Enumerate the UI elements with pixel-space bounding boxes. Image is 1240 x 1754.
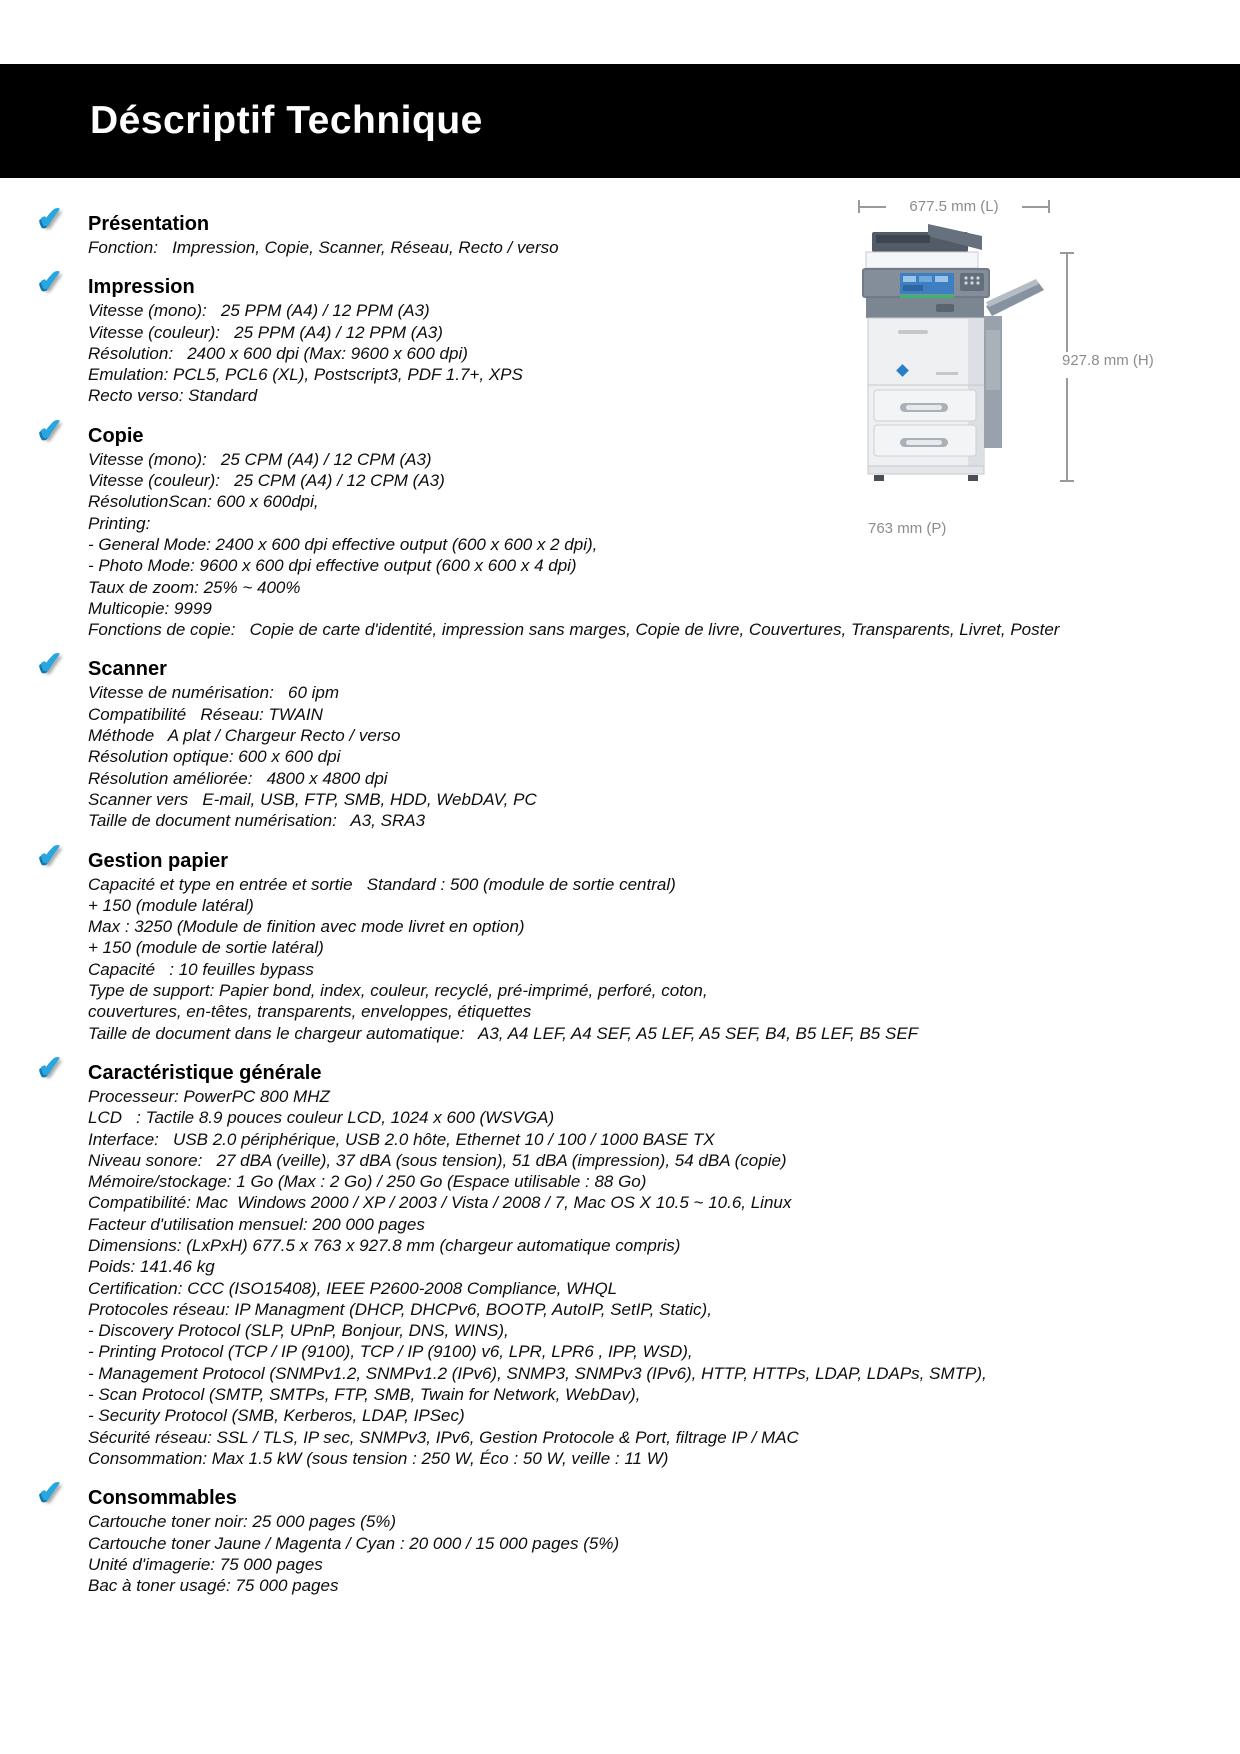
spec-line: - Security Protocol (SMB, Kerberos, LDAP, IPSec) xyxy=(88,1406,465,1426)
spec-line: + 150 (module latéral) xyxy=(88,895,254,915)
spec-line: Unité d'imagerie: 75 000 pages xyxy=(88,1554,323,1574)
section-title-text: Caractéristique générale xyxy=(88,1061,322,1084)
check-icon: ✔ xyxy=(36,264,65,300)
spec-line: Recto verso: Standard xyxy=(88,386,258,406)
check-icon: ✔ xyxy=(36,201,65,236)
spec-line: - Scan Protocol (SMTP, SMTPs, FTP, SMB, Twain for Network, WebDav), xyxy=(88,1385,641,1405)
dimension-tick xyxy=(1060,480,1074,482)
section-title xyxy=(36,1050,1220,1085)
section-title xyxy=(36,837,1220,873)
spec-line: Multicopie: 9999 xyxy=(88,598,212,618)
section-title xyxy=(36,1475,1220,1511)
spec-line: - Discovery Protocol (SLP, UPnP, Bonjour, DNS, WINS), xyxy=(88,1321,509,1341)
spec-line: Type de support: Papier bond, index, couleur, recyclé, pré-imprimé, perforé, coton, xyxy=(88,981,708,1001)
spec-line: Vitesse (couleur): 25 CPM (A4) / 12 CPM (A3) xyxy=(88,471,445,491)
spec-line: Poids: 141.46 kg xyxy=(88,1257,215,1277)
spec-line: Résolution optique: 600 x 600 dpi xyxy=(88,747,341,767)
spec-line: Bac à toner usagé: 75 000 pages xyxy=(88,1576,339,1596)
depth-dimension-label: 763 mm (P) xyxy=(868,520,947,537)
dimension-line xyxy=(860,206,886,208)
spec-line: - Photo Mode: 9600 x 600 dpi effective output (600 x 600 x 4 dpi) xyxy=(88,556,577,576)
check-icon: ✔ xyxy=(36,837,65,873)
spec-line: Max : 3250 (Module de finition avec mode livret en option) xyxy=(88,917,525,937)
spec-line: Vitesse (mono): 25 CPM (A4) / 12 CPM (A3) xyxy=(88,449,432,469)
spec-line: Capacité : 10 feuilles bypass xyxy=(88,959,314,979)
spec-line: Processeur: PowerPC 800 MHZ xyxy=(88,1086,330,1106)
spec-line: Taux de zoom: 25% ~ 400% xyxy=(88,577,301,597)
spec-line: Compatibilité: Mac Windows 2000 / XP / 2003 / Vista / 2008 / 7, Mac OS X 10.5 ~ 10.6, Linux xyxy=(88,1193,792,1213)
spec-line: Compatibilité Réseau: TWAIN xyxy=(88,704,323,724)
check-icon: ✔ xyxy=(36,646,65,682)
dimension-line xyxy=(1022,206,1048,208)
spec-line: Résolution améliorée: 4800 x 4800 dpi xyxy=(88,768,388,788)
spec-line: RésolutionScan: 600 x 600dpi, xyxy=(88,492,319,512)
spec-line: Interface: USB 2.0 périphérique, USB 2.0 hôte, Ethernet 10 / 100 / 1000 BASE TX xyxy=(88,1129,715,1149)
spec-line: Taille de document dans le chargeur automatique: A3, A4 LEF, A4 SEF, A5 LEF, A5 SEF, B4, B5 LEF, B5 SEF xyxy=(88,1023,919,1043)
width-dimension xyxy=(858,198,1050,215)
spec-line: - Management Protocol (SNMPv1.2, SNMPv1.2 (IPv6), SNMP3, SNMPv3 (IPv6), HTTP, HTTPs, LDAP, LDAPs, SMTP), xyxy=(88,1363,987,1383)
spec-line: Mémoire/stockage: 1 Go (Max : 2 Go) / 250 Go (Espace utilisable : 88 Go) xyxy=(88,1172,647,1192)
spec-line: Vitesse (couleur): 25 PPM (A4) / 12 PPM (A3) xyxy=(88,322,443,342)
product-figure xyxy=(770,190,1240,572)
dimension-line xyxy=(1066,254,1068,352)
spec-line: Sécurité réseau: SSL / TLS, IP sec, SNMPv3, IPv6, Gestion Protocole & Port, filtrage IP / MAC xyxy=(88,1427,799,1447)
spec-line: Vitesse (mono): 25 PPM (A4) / 12 PPM (A3) xyxy=(88,301,430,321)
page-title: Déscriptif Technique xyxy=(90,99,483,142)
section-title-text: Présentation xyxy=(88,213,210,235)
spec-line: - Printing Protocol (TCP / IP (9100), TCP / IP (9100) v6, LPR, LPR6 , IPP, WSD), xyxy=(88,1342,693,1362)
spec-line: Résolution: 2400 x 600 dpi (Max: 9600 x 600 dpi) xyxy=(88,343,468,363)
section-title xyxy=(36,646,1220,682)
spec-line: Cartouche toner Jaune / Magenta / Cyan : 20 000 / 15 000 pages (5%) xyxy=(88,1533,620,1553)
printer-illustration xyxy=(840,220,1050,500)
spec-line: Certification: CCC (ISO15408), IEEE P2600-2008 Compliance, WHQL xyxy=(88,1278,618,1298)
height-dimension-label: 927.8 mm (H) xyxy=(1062,352,1154,369)
title-bar xyxy=(0,64,1240,178)
spec-line: Fonction: Impression, Copie, Scanner, Réseau, Recto / verso xyxy=(88,238,559,257)
spec-line: Dimensions: (LxPxH) 677.5 x 763 x 927.8 mm (chargeur automatique compris) xyxy=(88,1235,681,1255)
section-scanner xyxy=(36,646,1220,831)
spec-line: Cartouche toner noir: 25 000 pages (5%) xyxy=(88,1512,397,1532)
spec-line: - General Mode: 2400 x 600 dpi effective output (600 x 600 x 2 dpi), xyxy=(88,534,598,554)
check-icon: ✔ xyxy=(36,412,65,448)
spec-line: Méthode A plat / Chargeur Recto / verso xyxy=(88,726,401,746)
spec-line: couvertures, en-têtes, transparents, enveloppes, étiquettes xyxy=(88,1002,532,1022)
section-title-text: Gestion papier xyxy=(88,849,229,872)
spec-line: Vitesse de numérisation: 60 ipm xyxy=(88,683,340,703)
check-icon: ✔ xyxy=(36,1475,65,1511)
spec-line: Scanner vers E-mail, USB, FTP, SMB, HDD, WebDAV, PC xyxy=(88,789,537,809)
check-icon: ✔ xyxy=(36,1050,65,1085)
spec-line: Consommation: Max 1.5 kW (sous tension : 250 W, Éco : 50 W, veille : 11 W) xyxy=(88,1448,669,1468)
spec-line: Facteur d'utilisation mensuel: 200 000 pages xyxy=(88,1214,425,1234)
width-dimension-label: 677.5 mm (L) xyxy=(909,198,999,215)
section-title-text: Scanner xyxy=(88,658,167,681)
spec-line: Capacité et type en entrée et sortie Standard : 500 (module de sortie central) xyxy=(88,874,676,894)
spec-line: Protocoles réseau: IP Managment (DHCP, DHCPv6, BOOTP, AutoIP, SetIP, Static), xyxy=(88,1299,712,1319)
spec-line: Printing: xyxy=(88,513,151,533)
section-title-text: Impression xyxy=(88,276,195,299)
spec-line: Emulation: PCL5, PCL6 (XL), Postscript3, PDF 1.7+, XPS xyxy=(88,365,523,385)
spec-line: LCD : Tactile 8.9 pouces couleur LCD, 1024 x 600 (WSVGA) xyxy=(88,1108,555,1128)
section-caracteristique-generale xyxy=(36,1050,1220,1469)
dimension-line xyxy=(1066,378,1068,480)
section-title-text: Consommables xyxy=(88,1487,237,1510)
section-title-text: Copie xyxy=(88,424,144,447)
spec-line: Taille de document numérisation: A3, SRA3 xyxy=(88,811,426,831)
section-gestion-papier xyxy=(36,837,1220,1044)
dimension-tick xyxy=(1048,200,1050,213)
section-consommables xyxy=(36,1475,1220,1596)
spec-line: Fonctions de copie: Copie de carte d'identité, impression sans marges, Copie de livre, Couvertures, Transparents, Livret, Poster xyxy=(88,620,1060,640)
spec-line: Niveau sonore: 27 dBA (veille), 37 dBA (sous tension), 51 dBA (impression), 54 dBA (copie) xyxy=(88,1150,787,1170)
spec-line: + 150 (module de sortie latéral) xyxy=(88,938,324,958)
